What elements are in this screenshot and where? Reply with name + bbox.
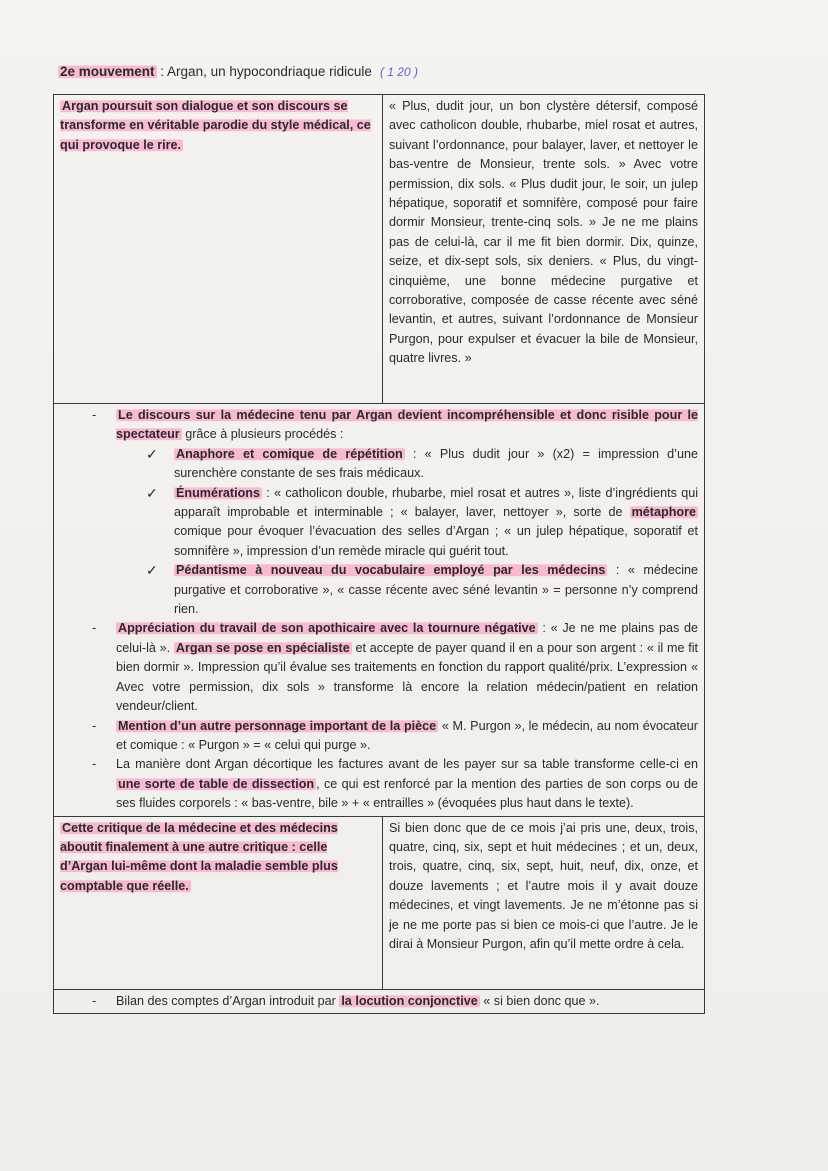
body-text: « si bien donc que ».: [479, 993, 600, 1008]
analysis-table: [53, 94, 705, 1014]
row3-quote: [383, 816, 705, 989]
body-text: : « Plus dudit jour » (x2) = impression d’une surenchère constante de ses frais médicaux.: [174, 446, 698, 481]
handwritten-annotation: ( 1 20 ): [379, 65, 418, 79]
row1-quote: [383, 95, 705, 404]
body-text: : « médecine purgative et corroborative », « casse récente avec séné levantin » = personne n’y comprend rien.: [174, 563, 698, 617]
body-text: grâce à plusieurs procédés :: [181, 427, 344, 442]
table-row: [54, 816, 705, 989]
checkmark-icon: ✓: [146, 562, 158, 579]
table-row: [54, 404, 705, 817]
highlight-text: métaphore: [631, 505, 696, 520]
bilan-cell: [54, 989, 705, 1013]
highlight-text: Argan se pose en spécialiste: [175, 640, 350, 655]
highlight-text: Anaphore et comique de répétition: [176, 446, 403, 461]
list-item: [60, 992, 698, 1011]
row1-quote-text: « Plus, dudit jour, un bon clystère détersif, composé avec catholicon double, rhubarbe, miel rosat et autres, suivant l’ordonnance, pour balayer, laver, et nettoyer le bas-ventre de Monsieur, trente sols. » Avec votre permission, dix sols. « Plus dudit jour, le soir, un julep hépatique, soporatif et somnifère, composé pour faire dormir Monsieur, trente-cinq sols. » Je ne me plains pas de celui-là, car il me fit bien dormir. Dix, quinze, seize, et dix-sept sols, six deniers. « Plus, du vingt-cinquième, une bonne médecine purgative et corroborative, composée de casse récente avec séné levantin, et autres, suivant l’ordonnance de Monsieur Purgon, pour expulser et évacuer la bile de Monsieur, quatre livres. »: [389, 99, 698, 366]
row1-commentary-text: Argan poursuit son dialogue et son discours se transforme en véritable parodie du style médical, ce qui provoque le rire.: [60, 99, 371, 152]
body-text: comique pour évoquer l’évacuation des selles d’Argan ; « un julep hépatique, soporatif et somnifère », impression d’un remède miracle qui guérit tout.: [174, 524, 698, 558]
checkmark-icon: ✓: [146, 484, 158, 501]
body-text: : « Je ne me plains pas de celui-là ».: [116, 621, 698, 655]
table-row: [54, 95, 705, 404]
analysis-cell: [54, 404, 705, 817]
highlight-text: Énumérations: [176, 485, 260, 500]
row3-commentary-text: Cette critique de la médecine et des médecins aboutit finalement à une autre critique : celle d’Argan lui-même dont la maladie semble plus comptable que réelle.: [60, 820, 338, 893]
list-item: [60, 445, 698, 484]
row1-commentary: [54, 95, 383, 404]
body-text: , ce qui est renforcé par la mention des parties de son corps ou de ses fluides corporels : « bas-ventre, bile » + « entrailles » (évoquées plus haut dans le texte).: [116, 776, 698, 811]
list-item: [60, 619, 698, 716]
body-text: et accepte de payer quand il en a pour son argent : « il me fit bien dormir ». Impression qu’il évalue ses traitements en fonction du rapport qualité/prix. L’expression « Avec votre permission, dix sols » transforme là encore la relation médecin/patient en relation vendeur/client.: [116, 640, 699, 714]
section-title: [58, 62, 418, 82]
body-text: : « catholicon double, rhubarbe, miel rosat et autres », liste d’ingrédients qui apparaît improbable et interminable ; « balayer, laver, nettoyer », sorte de: [174, 485, 698, 520]
list-item: [60, 755, 698, 813]
row3-commentary: [54, 816, 383, 989]
highlight-text: Appréciation du travail de son apothicaire avec la tournure négative: [118, 621, 536, 636]
table-row: [54, 989, 705, 1013]
title-text: : Argan, un hypocondriaque ridicule: [156, 64, 372, 79]
highlight-text: Le discours sur la médecine tenu par Argan devient incompréhensible et donc risible pour le spectateur: [116, 408, 698, 442]
body-text: Bilan des comptes d’Argan introduit par: [116, 993, 340, 1008]
list-item: [60, 561, 698, 619]
list-item: [60, 406, 698, 445]
highlight-text: la locution conjonctive: [341, 993, 478, 1008]
list-item: [60, 484, 698, 562]
highlight-text: Mention d’un autre personnage important de la pièce: [118, 718, 437, 733]
checkmark-icon: ✓: [146, 445, 158, 462]
body-text: « M. Purgon », le médecin, au nom évocateur et comique : « Purgon » = « celui qui purge ».: [116, 718, 698, 752]
highlight-text: Pédantisme à nouveau du vocabulaire employé par les médecins: [176, 563, 606, 578]
row3-quote-text: Si bien donc que de ce mois j’ai pris une, deux, trois, quatre, cinq, six, sept et huit médecines ; et un, deux, trois, quatre, cinq, six, sept, huit, neuf, dix, onze, et douze lavements ; et l’autre mois il y avait douze médecines, et vingt lavements. Je ne m’étonne pas si je ne me porte pas si bien ce mois-ci que l’autre. Je le dirai à Monsieur Purgon, afin qu’il mette ordre à cela.: [389, 820, 698, 951]
body-text: La manière dont Argan décortique les factures avant de les payer sur sa table transforme celle-ci en: [116, 757, 698, 772]
title-label: 2e mouvement: [60, 64, 155, 79]
list-item: [60, 717, 698, 756]
highlight-text: une sorte de table de dissection: [118, 776, 315, 791]
